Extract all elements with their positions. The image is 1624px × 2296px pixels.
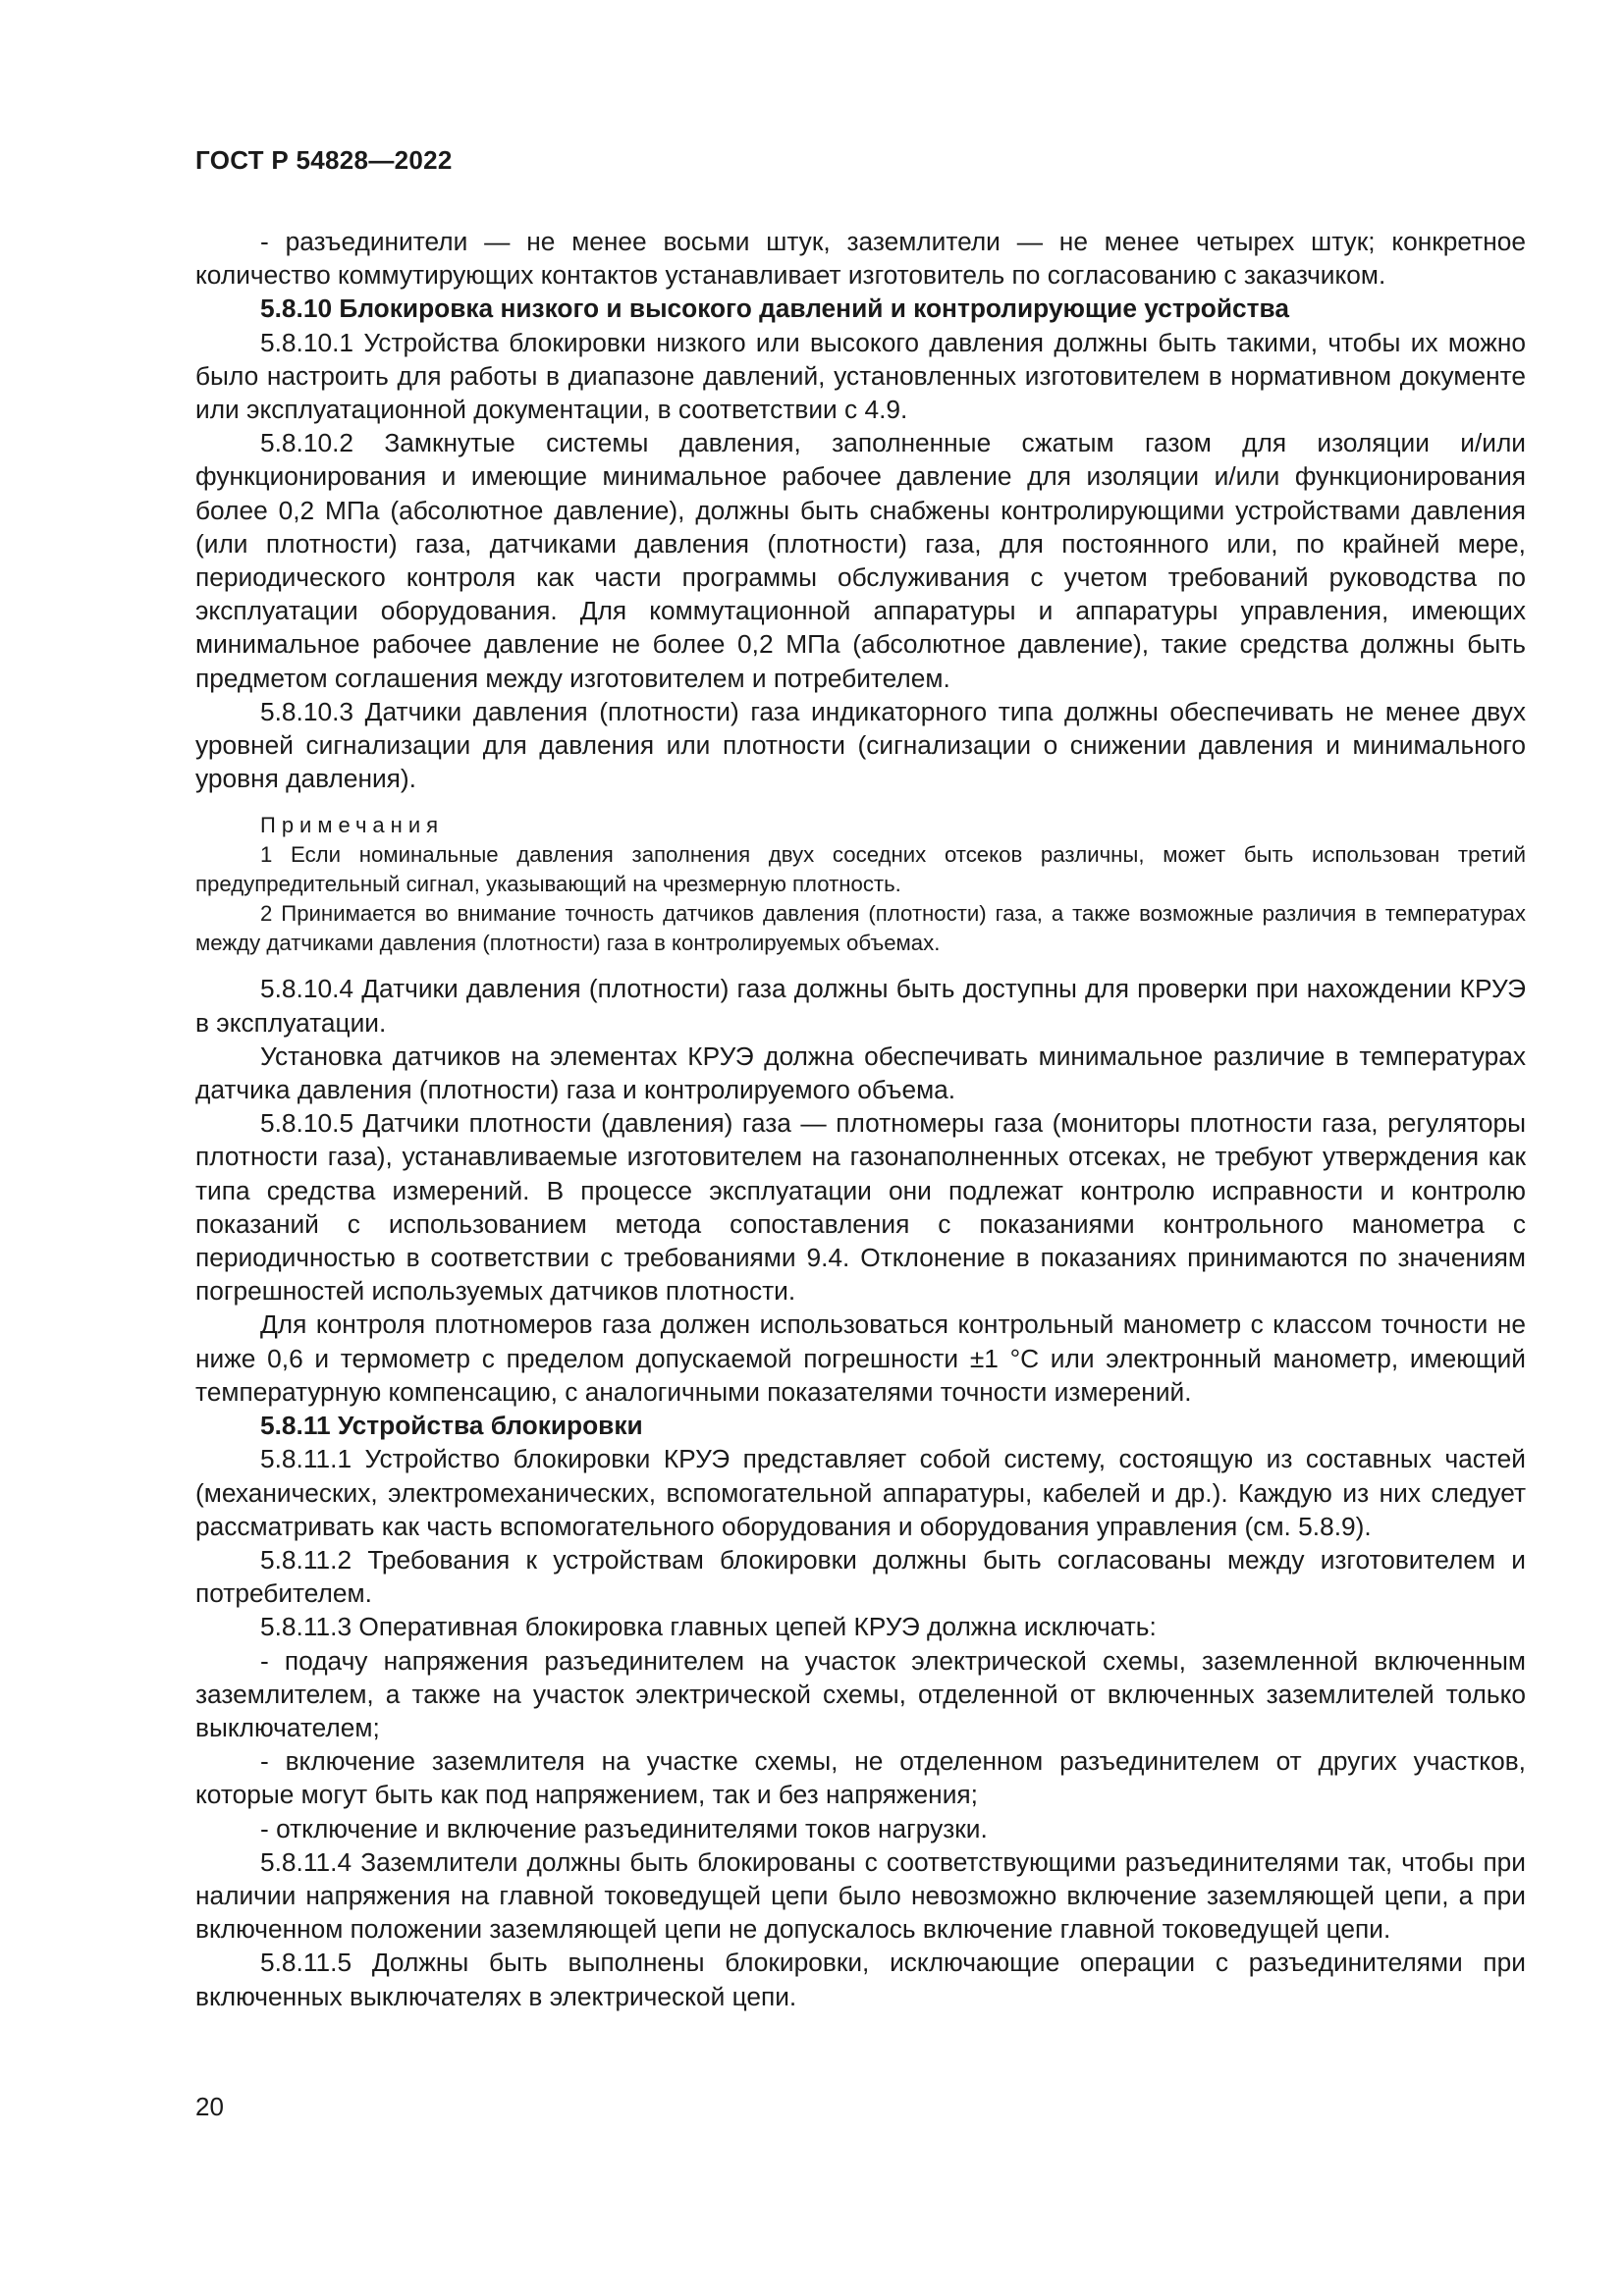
paragraph: 5.8.11.2 Требования к устройствам блокировки должны быть согласованы между изготовителем и потребителем. <box>195 1544 1526 1609</box>
paragraph: 5.8.10.1 Устройства блокировки низкого или высокого давления должны быть такими, чтобы их можно было настроить для работы в диапазоне давлений, установленных изготовителем в нормативном документе или эксплуатационной документации, в соответствии с 4.9. <box>195 327 1526 425</box>
list-item: - отключение и включение разъединителями токов нагрузки. <box>260 1813 988 1843</box>
section-heading-5-8-10: 5.8.10 Блокировка низкого и высокого давлений и контролирующие устройства <box>260 294 1289 324</box>
list-item: - подачу напряжения разъединителем на участок электрической схемы, заземленной включенным заземлителем, а также на участок электрической схемы, отделенной от включенных заземлителей только выключателем; <box>195 1645 1526 1742</box>
paragraph: 5.8.10.2 Замкнутые системы давления, заполненные сжатым газом для изоляции и/или функционирования и имеющие минимальное рабочее давление для изоляции и/или функционирования более 0,2 МПа (абсолютное давление), должны быть снабжены контролирующими устройствами давления (или плотности) газа, датчиками давления (плотности) газа, для постоянного или, по крайней мере, периодического контроля как части программы обслуживания с учетом требований руководства по эксплуатации оборудования. Для коммутационной аппаратуры и аппаратуры управления, имеющих минимальное рабочее давление не более 0,2 МПа (абсолютное давление), такие средства должны быть предметом соглашения между изготовителем и потребителем. <box>195 428 1526 693</box>
page-number: 20 <box>195 2092 224 2121</box>
paragraph: 5.8.11.5 Должны быть выполнены блокировки, исключающие операции с разъединителями при включенных выключателях в электрической цепи. <box>195 1948 1526 2011</box>
paragraph: 5.8.11.3 Оперативная блокировка главных цепей КРУЭ должна исключать: <box>260 1612 1157 1642</box>
document-header: ГОСТ Р 54828—2022 <box>195 145 453 175</box>
notes-block <box>195 811 1526 958</box>
list-item: - включение заземлителя на участке схемы, не отделенном разъединителем от других участков, которые могут быть как под напряжением, так и без напряжения; <box>195 1746 1526 1810</box>
notes-title: Примечания <box>260 813 445 838</box>
paragraph: Установка датчиков на элементах КРУЭ должна обеспечивать минимальное различие в температурах датчика давления (плотности) газа и контролируемого объема. <box>195 1041 1526 1105</box>
paragraph: 5.8.11.4 Заземлители должны быть блокированы с соответствующими разъединителями так, чтобы при наличии напряжения на главной токоведущей цепи было невозможно включение заземляющей цепи, а при включенном положении заземляющей цепи не допускалось включение главной токоведущей цепи. <box>195 1846 1526 1945</box>
paragraph: - разъединители — не менее восьми штук, заземлители — не менее четырех штук; конкретное количество коммутирующих контактов устанавливает изготовитель по согласованию с заказчиком. <box>195 227 1526 291</box>
paragraph: 5.8.11.1 Устройство блокировки КРУЭ представляет собой систему, состоящую из составных частей (механических, электромеханических, вспомогательной аппаратуры, кабелей и др.). Каждую из них следует рассматривать как часть вспомогательного оборудования и оборудования управления (см. 5.8.9). <box>195 1444 1526 1541</box>
paragraph: 5.8.10.4 Датчики давления (плотности) газа должны быть доступны для проверки при нахождении КРУЭ в эксплуатации. <box>195 974 1526 1038</box>
paragraph: Для контроля плотномеров газа должен использоваться контрольный манометр с классом точности не ниже 0,6 и термометр с пределом допускаемой погрешности ±1 °С или электронный манометр, имеющий температурную компенсацию, с аналогичными показателями точности измерений. <box>195 1309 1526 1407</box>
paragraph: 5.8.10.3 Датчики давления (плотности) газа индикаторного типа должны обеспечивать не менее двух уровней сигнализации для давления или плотности (сигнализации о снижении давления и минимального уровня давления). <box>195 696 1526 794</box>
note-item: 1 Если номинальные давления заполнения двух соседних отсеков различны, может быть использован третий предупредительный сигнал, указывающий на чрезмерную плотность. <box>195 842 1526 897</box>
section-heading-5-8-11: 5.8.11 Устройства блокировки <box>260 1411 643 1441</box>
document-body <box>195 225 1526 2013</box>
paragraph: 5.8.10.5 Датчики плотности (давления) газа — плотномеры газа (мониторы плотности газа, регуляторы плотности газа), устанавливаемые изготовителем на газонаполненных отсеках, не требуют утверждения как типа средства измерений. В процессе эксплуатации они подлежат контролю исправности и контролю показаний с использованием метода сопоставления с показаниями контрольного манометра с периодичностью в соответствии с требованиями 9.4. Отклонение в показаниях принимаются по значениям погрешностей используемых датчиков плотности. <box>195 1108 1526 1307</box>
note-item: 2 Принимается во внимание точность датчиков давления (плотности) газа, а также возможные различия в температурах между датчиками давления (плотности) газа в контролируемых объемах. <box>195 901 1526 956</box>
